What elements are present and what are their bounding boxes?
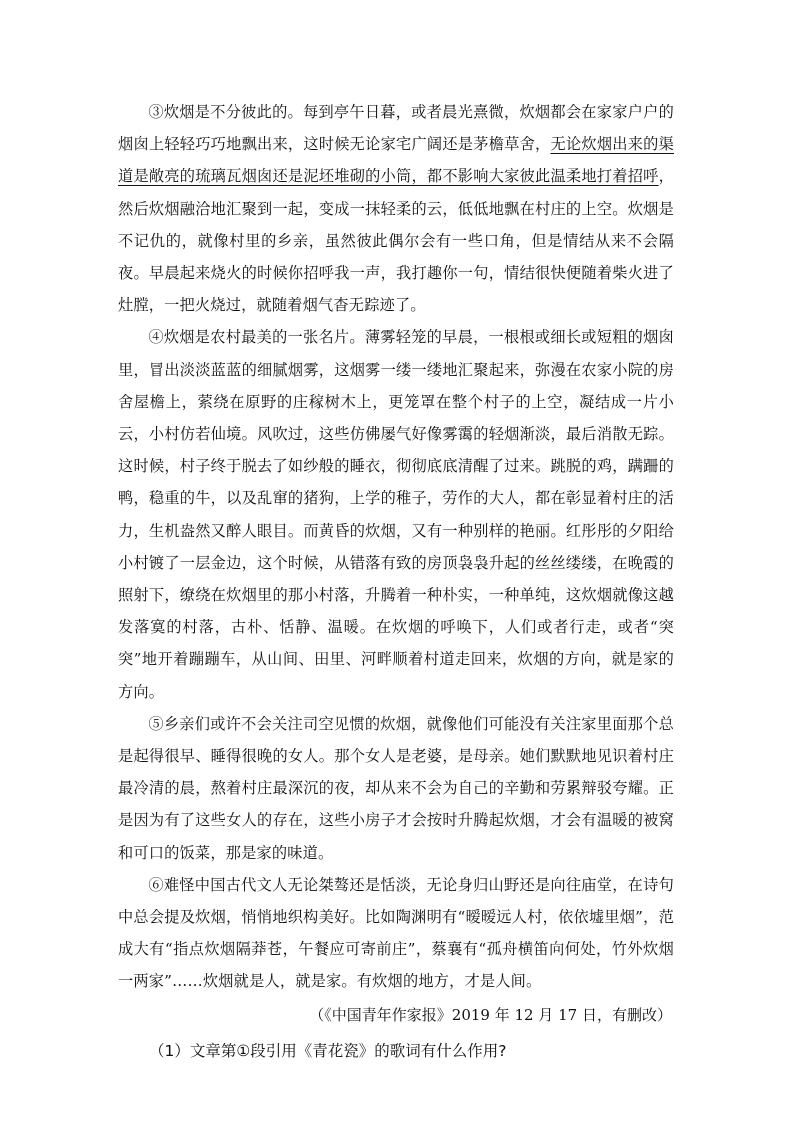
paragraph-3-part-a: ③炊烟是不分彼此的。每到亭午日暮，或者晨光熹微，炊烟都会在家家户户的烟囱上轻轻巧巧地飘出来，这时候无论家宅广阔还是茅檐草舍， (118, 103, 674, 154)
document-page (118, 96, 674, 1066)
source-citation: （《中国青年作家报》2019 年 12 月 17 日，有删改） (309, 1005, 672, 1024)
paragraph-3-part-c: ，然后炊烟融洽地汇聚到一起，变成一抹轻柔的云，低低地飘在村庄的上空。炊烟是不记仇的，就像村里的乡亲，虽然彼此偶尔会有一些口角，但是情结从来不会隔夜。早晨起来烧火的时候你招呼我一声，我打趣你一句，情结很快便随着柴火进了灶膛，一把火烧过，就随着烟气杳无踪迹了。 (118, 167, 674, 315)
question-1: （1）文章第①段引用《青花瓷》的歌词有什么作用? (149, 1041, 507, 1060)
paragraph-3 (118, 96, 674, 321)
paragraph-5: ⑤乡亲们或许不会关注司空见惯的炊烟，就像他们可能没有关注家里面那个总是起得很早、睡得很晚的女人。那个女人是老婆，是母亲。她们默默地见识着村庄最冷清的晨，熬着村庄最深沉的夜，却从来不会为自己的辛勤和劳累辩驳夸耀。正是因为有了这些女人的存在，这些小房子才会按时升腾起炊烟，才会有温暖的被窝和可口的饭菜，那是家的味道。 (118, 714, 674, 862)
paragraph-3-underlined-sentence: 无论炊烟出来的渠道是敞亮的琉璃瓦烟囱还是泥坯堆砌的小筒，都不影响大家彼此温柔地打着招呼 (118, 135, 674, 186)
paragraph-4: ④炊烟是农村最美的一张名片。薄雾轻笼的早晨，一根根或细长或短粗的烟囱里，冒出淡淡蓝蓝的细腻烟雾，这烟雾一缕一缕地汇聚起来，弥漫在农家小院的房舍屋檐上，萦绕在原野的庄稼树木上，更笼罩在整个村子的上空，凝结成一片小云，小村仿若仙境。风吹过，这些仿佛屡气好像雾霭的轻烟渐淡，最后消散无踪。这时候，村子终于脱去了如纱般的睡衣，彻彻底底清醒了过来。跳脱的鸡，蹒跚的鸭，稳重的牛，以及乱窜的猪狗，上学的稚子，劳作的大人，都在彰显着村庄的活力，生机盎然又醉人眼目。而黄昏的炊烟，又有一种别样的艳丽。红彤彤的夕阳给小村镀了一层金边，这个时候，从错落有致的房顶袅袅升起的丝丝缕缕，在晚霞的照射下，缭绕在炊烟里的那小村落，升腾着一种朴实，一种单纯，这炊烟就像这越发落寞的村落，古朴、恬静、温暖。在炊烟的呼唤下，人们或者行走，或者“突突”地开着蹦蹦车，从山间、田里、河畔顺着村道走回来，炊烟的方向，就是家的方向。 (118, 328, 674, 701)
paragraph-6: ⑥难怪中国古代文人无论桀骜还是恬淡，无论身归山野还是向往庙堂，在诗句中总会提及炊烟，悄悄地织构美好。比如陶渊明有“暧暧远人村，依依墟里烟”，范成大有“指点炊烟隔莽苍，午餐应可寄前庄”，蔡襄有“孤舟横笛向何处，竹外炊烟一两家”……炊烟就是人，就是家。有炊烟的地方，才是人间。 (118, 875, 674, 991)
